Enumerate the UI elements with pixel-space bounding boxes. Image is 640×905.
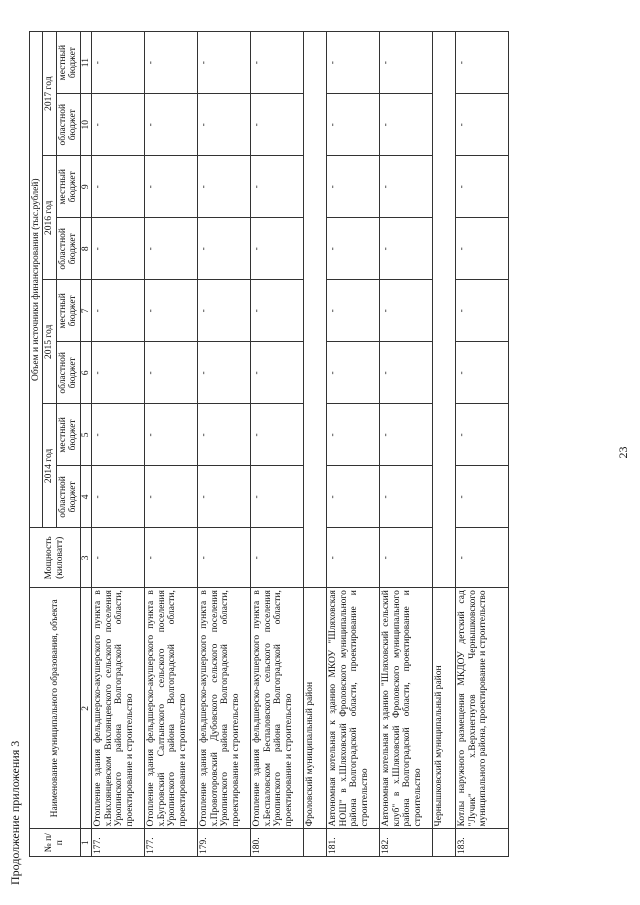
power-value: - <box>145 528 198 588</box>
header-local-budget: местный бюджет <box>56 404 80 466</box>
budget-value: - <box>327 466 380 528</box>
column-index: 5 <box>80 404 91 466</box>
header-name: Наименование муниципального образования, объекта <box>30 588 81 829</box>
budget-value: - <box>145 466 198 528</box>
budget-value: - <box>145 342 198 404</box>
object-name: Автономная котельная к зданию "Шляховский сельский клуб" в х.Шляховский Фроловского муниципального района Волгоградской области, проектирование и строительство <box>380 588 433 829</box>
row-number: 177. <box>92 829 145 857</box>
financing-table <box>29 31 509 857</box>
budget-value: - <box>327 156 380 218</box>
budget-value: - <box>327 280 380 342</box>
budget-value: - <box>145 404 198 466</box>
table-row <box>198 32 251 857</box>
budget-value: - <box>198 94 251 156</box>
section-row <box>433 32 456 857</box>
table-row <box>327 32 380 857</box>
continuation-note: Продолжение приложения 3 <box>8 740 22 885</box>
power-value: - <box>251 528 304 588</box>
row-number: 179. <box>198 829 251 857</box>
budget-value: - <box>251 94 304 156</box>
budget-value: - <box>92 404 145 466</box>
budget-value: - <box>251 466 304 528</box>
column-index: 8 <box>80 218 91 280</box>
empty-cell <box>433 829 456 857</box>
budget-value: - <box>92 342 145 404</box>
budget-value: - <box>198 342 251 404</box>
column-index: 10 <box>80 94 91 156</box>
budget-value: - <box>92 156 145 218</box>
budget-value: - <box>145 280 198 342</box>
object-name: Отопление здания фельдшерско-акушерского пункта в х.Беспаловском Беспаловского сельского поселения Урюпинского района Волгоградской области, проектирование и строительство <box>251 588 304 829</box>
header-local-budget: местный бюджет <box>56 280 80 342</box>
budget-value: - <box>380 218 433 280</box>
budget-value: - <box>456 466 509 528</box>
table-row <box>92 32 145 857</box>
budget-value: - <box>380 94 433 156</box>
budget-value: - <box>251 156 304 218</box>
budget-value: - <box>145 94 198 156</box>
header-power: Мощность (киловатт) <box>30 528 81 588</box>
column-index: 2 <box>80 588 91 829</box>
header-regional-budget: областной бюджет <box>56 466 80 528</box>
object-name: Отопление здания фельдшерско-акушерского пункта в х.Провоторовский Дубовского сельского поселения Урюпинского района Волгоградской области, проектирование и строительство <box>198 588 251 829</box>
row-number: 177. <box>145 829 198 857</box>
budget-value: - <box>456 218 509 280</box>
object-name: Автономная котельная к зданию МКОУ "Шляховская НОШ" в х.Шляховский Фроловского муниципального района Волгоградской области, проектирование и строительство <box>327 588 380 829</box>
budget-value: - <box>92 94 145 156</box>
power-value: - <box>456 528 509 588</box>
column-index: 9 <box>80 156 91 218</box>
budget-value: - <box>145 32 198 94</box>
budget-value: - <box>251 342 304 404</box>
table-row <box>251 32 304 857</box>
budget-value: - <box>327 342 380 404</box>
row-number: 180. <box>251 829 304 857</box>
header-year-2017: 2017 год <box>43 32 56 156</box>
budget-value: - <box>198 466 251 528</box>
budget-value: - <box>456 342 509 404</box>
header-financing: Объем и источники финансирования (тыс.рублей) <box>30 32 43 528</box>
power-value: - <box>380 528 433 588</box>
section-title: Фроловский муниципальный район <box>304 588 327 829</box>
power-value: - <box>92 528 145 588</box>
object-name: Отопление здания фельдшерско-акушерского пункта в х.Вихлянцевском Вихлянцевского сельского поселения Урюпинского района Волгоградской области, проектирование и строительство <box>92 588 145 829</box>
header-year-2014: 2014 год <box>43 404 56 528</box>
empty-cell <box>433 32 456 588</box>
budget-value: - <box>380 466 433 528</box>
budget-value: - <box>251 404 304 466</box>
column-index: 3 <box>80 528 91 588</box>
budget-value: - <box>251 218 304 280</box>
budget-value: - <box>198 156 251 218</box>
budget-value: - <box>380 280 433 342</box>
object-name: Отопление здания фельдшерско-акушерского пункта в х.Бугровский Салтынского сельского поселения Урюпинского района Волгоградской области, проектирование и строительство <box>145 588 198 829</box>
power-value: - <box>327 528 380 588</box>
budget-value: - <box>92 32 145 94</box>
budget-value: - <box>92 218 145 280</box>
budget-value: - <box>327 32 380 94</box>
column-index: 1 <box>80 829 91 857</box>
budget-value: - <box>456 280 509 342</box>
table-row <box>456 32 509 857</box>
budget-value: - <box>456 404 509 466</box>
header-local-budget: местный бюджет <box>56 32 80 94</box>
budget-value: - <box>327 404 380 466</box>
budget-value: - <box>456 32 509 94</box>
table-row <box>380 32 433 857</box>
budget-value: - <box>456 156 509 218</box>
section-title: Чернышковский муниципальный район <box>433 588 456 829</box>
table-body <box>92 32 509 857</box>
column-index: 7 <box>80 280 91 342</box>
header-year-2015: 2015 год <box>43 280 56 404</box>
budget-value: - <box>251 32 304 94</box>
header-regional-budget: областной бюджет <box>56 342 80 404</box>
section-row <box>304 32 327 857</box>
budget-value: - <box>198 218 251 280</box>
header-year-2016: 2016 год <box>43 156 56 280</box>
budget-value: - <box>198 280 251 342</box>
budget-value: - <box>198 32 251 94</box>
budget-value: - <box>92 280 145 342</box>
budget-value: - <box>380 156 433 218</box>
column-index: 6 <box>80 342 91 404</box>
budget-value: - <box>327 218 380 280</box>
header-no: № п/п <box>30 829 81 857</box>
empty-cell <box>304 32 327 588</box>
budget-value: - <box>92 466 145 528</box>
budget-value: - <box>198 404 251 466</box>
budget-value: - <box>380 32 433 94</box>
object-name: Котлы наружного размещения МКДОУ детский сад "Лучик" х.Верхнегнутов Чернышковского муниципального района, проектирование и строительство <box>456 588 509 829</box>
header-local-budget: местный бюджет <box>56 156 80 218</box>
budget-value: - <box>456 94 509 156</box>
budget-value: - <box>380 404 433 466</box>
page-number: 23 <box>616 446 630 459</box>
column-index: 4 <box>80 466 91 528</box>
row-number: 183. <box>456 829 509 857</box>
header-regional-budget: областной бюджет <box>56 94 80 156</box>
empty-cell <box>304 829 327 857</box>
table-row <box>145 32 198 857</box>
budget-value: - <box>145 156 198 218</box>
column-index: 11 <box>80 32 91 94</box>
row-number: 181. <box>327 829 380 857</box>
budget-value: - <box>327 94 380 156</box>
row-number: 182. <box>380 829 433 857</box>
budget-value: - <box>145 218 198 280</box>
budget-value: - <box>380 342 433 404</box>
budget-value: - <box>251 280 304 342</box>
header-regional-budget: областной бюджет <box>56 218 80 280</box>
power-value: - <box>198 528 251 588</box>
